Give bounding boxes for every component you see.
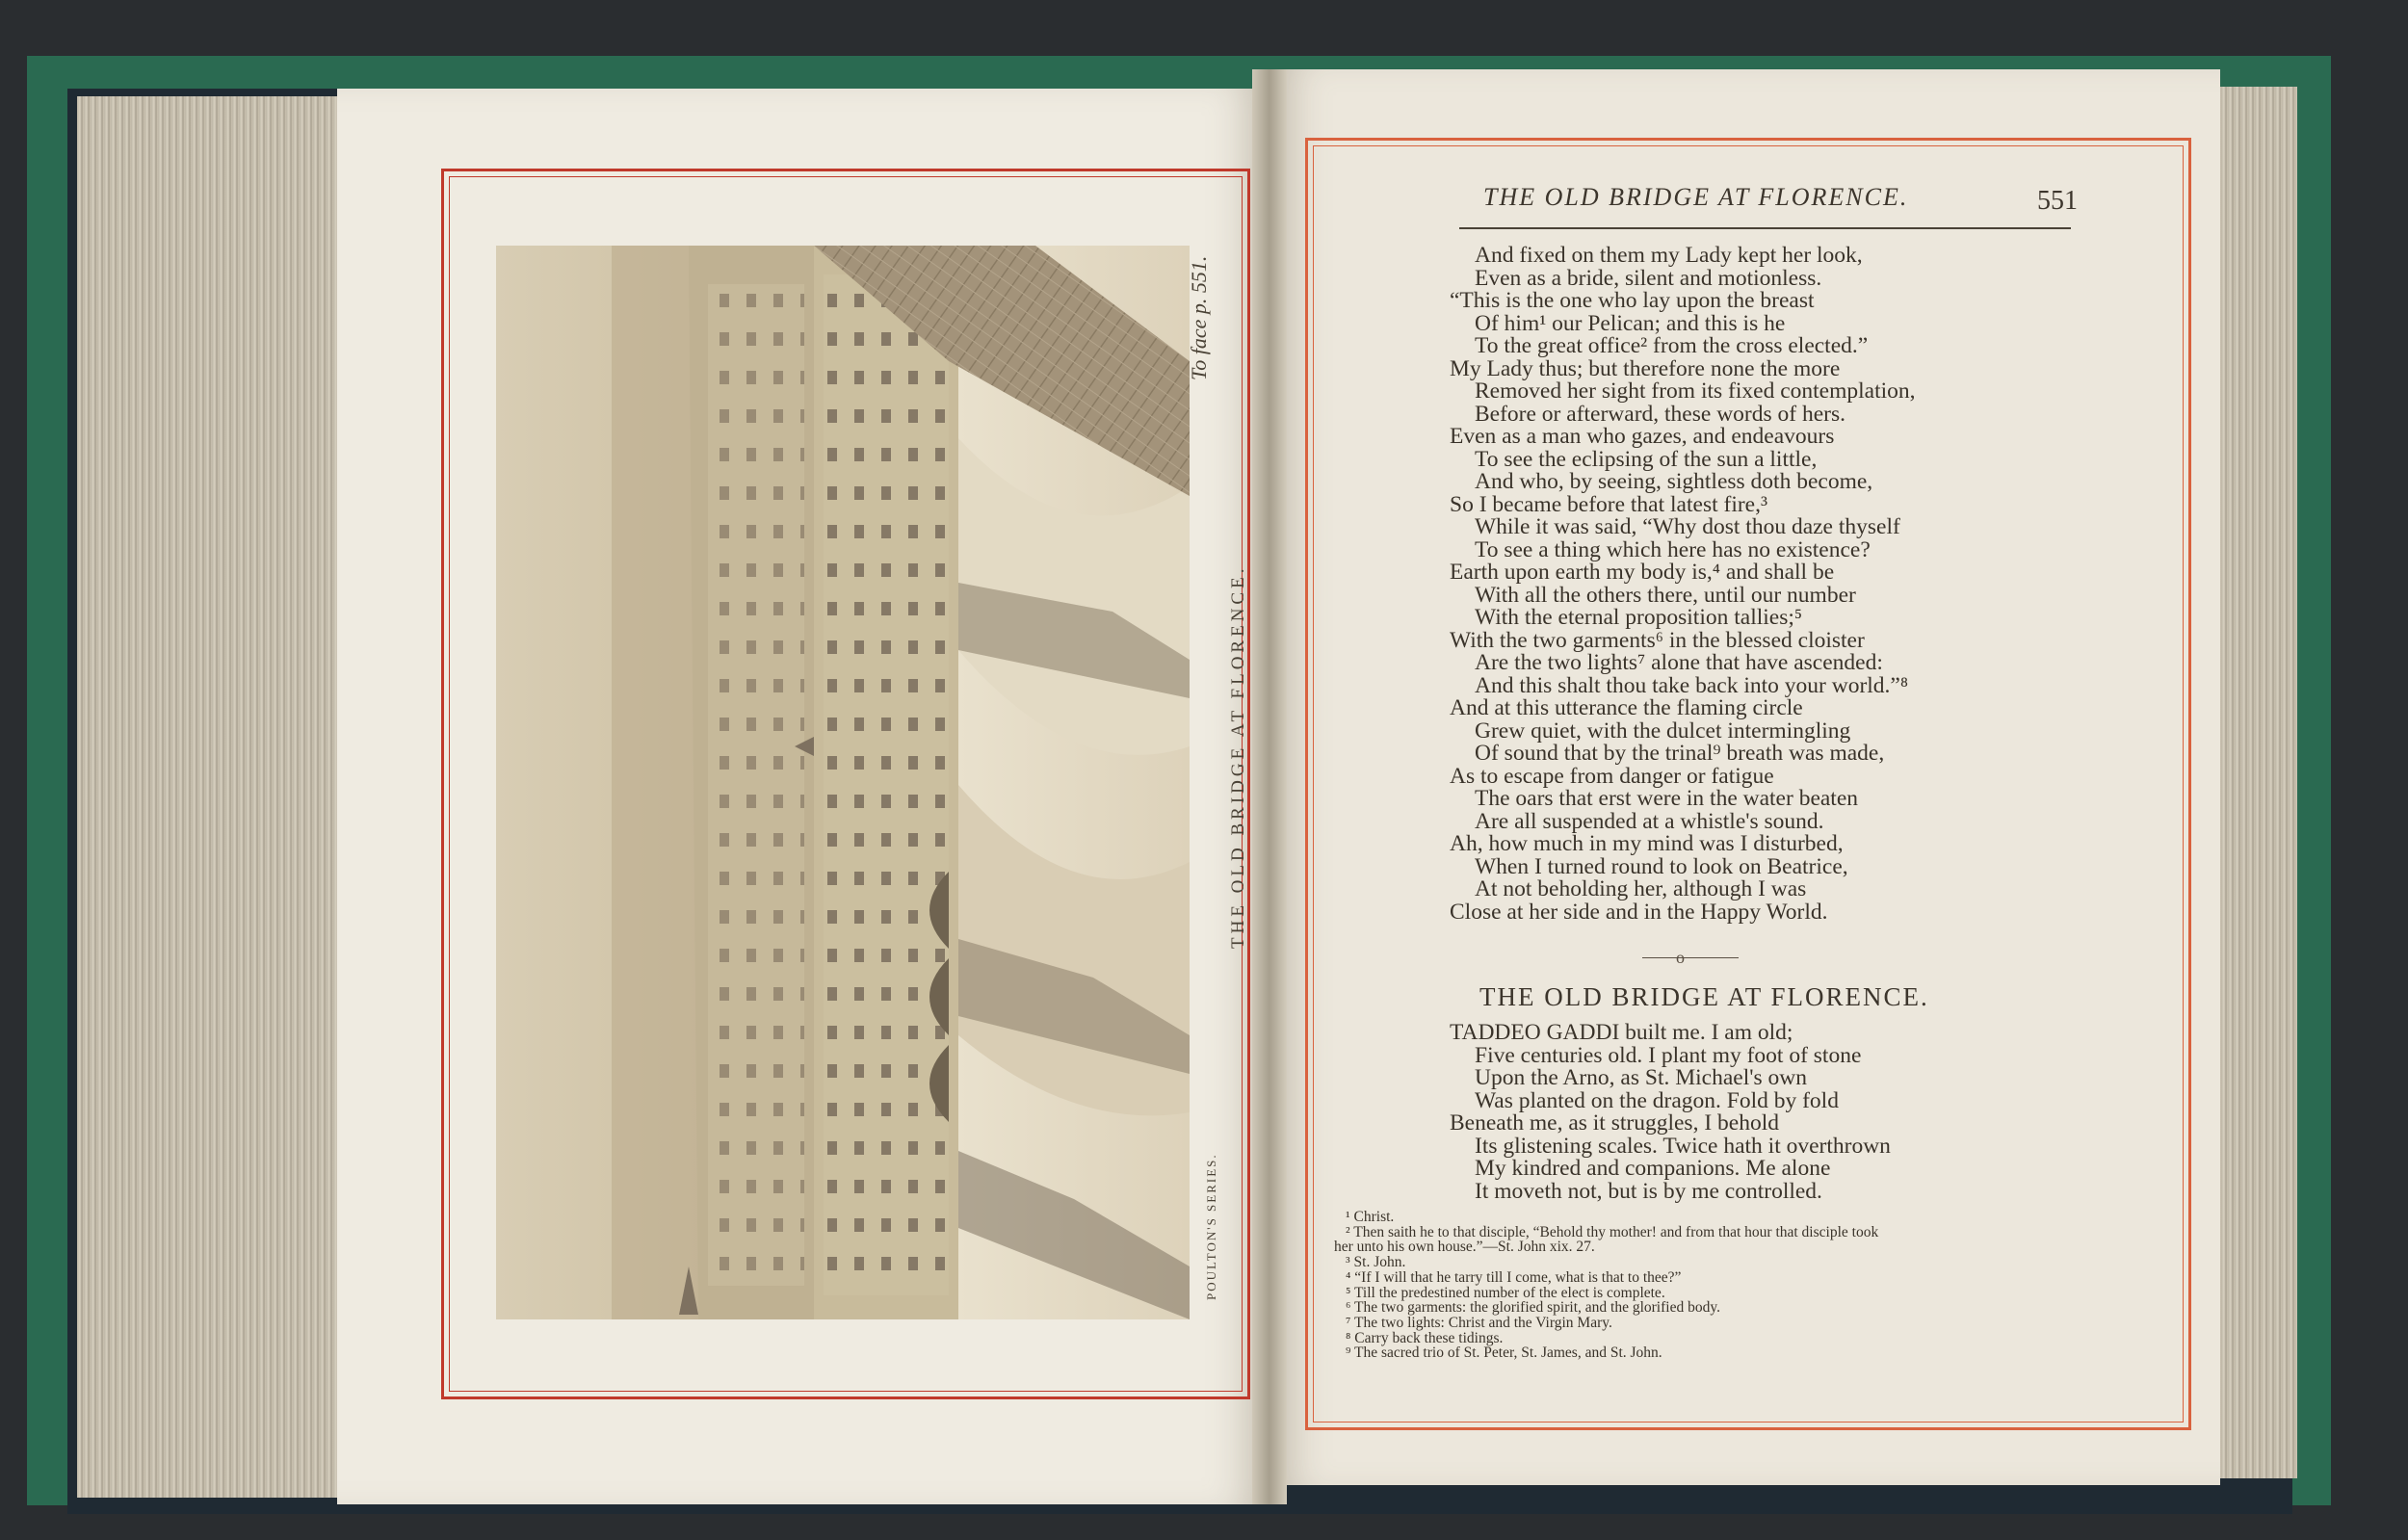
left-page-edges <box>77 96 337 1498</box>
running-head: THE OLD BRIDGE AT FLORENCE. <box>1483 183 1909 211</box>
verse-line: The oars that erst were in the water beaten <box>1475 786 1859 811</box>
poem-title: THE OLD BRIDGE AT FLORENCE. <box>1479 982 1929 1011</box>
verse-line: My Lady thus; but therefore none the more <box>1450 355 1841 381</box>
footnote-line: ¹ Christ. <box>1346 1209 1395 1225</box>
verse-line: And who, by seeing, sightless doth become, <box>1475 469 1873 494</box>
verse-line: Its glistening scales. Twice hath it overthrown <box>1475 1133 1891 1159</box>
book-gutter <box>1252 69 1287 1504</box>
verse-line: To see the eclipsing of the sun a little, <box>1475 446 1818 472</box>
photo-caption: THE OLD BRIDGE AT FLORENCE. <box>1228 564 1248 949</box>
verse-line: Five centuries old. I plant my foot of stone <box>1475 1042 1862 1068</box>
section-divider-line <box>1642 957 1739 958</box>
section-divider-ornament: o <box>1676 948 1685 967</box>
verse-line: Upon the Arno, as St. Michael's own <box>1475 1065 1807 1090</box>
footnote-line: ⁵ Till the predestined number of the elect is complete. <box>1346 1284 1665 1301</box>
verse-line: Was planted on the dragon. Fold by fold <box>1475 1087 1839 1113</box>
verse-line: It moveth not, but is by me controlled. <box>1475 1178 1822 1204</box>
verse-line: With the eternal proposition tallies;⁵ <box>1475 605 1803 630</box>
poem-verse-old-bridge <box>1450 1022 2143 1203</box>
bridge-photograph <box>496 246 1190 1319</box>
footnote-line: ² Then saith he to that disciple, “Behold thy mother! and from that hour that disciple took <box>1346 1223 1879 1240</box>
verse-line: Close at her side and in the Happy World. <box>1450 899 1828 925</box>
verse-line: Before or afterward, these words of hers. <box>1475 401 1845 427</box>
verse-line: TADDEO GADDI built me. I am old; <box>1450 1020 1793 1045</box>
poem-verse-paradiso <box>1450 245 2143 924</box>
footnote-line: ⁹ The sacred trio of St. Peter, St. James, and St. John. <box>1346 1344 1662 1362</box>
face-page-label: To face p. 551. <box>1187 255 1211 380</box>
footnote-line: ⁶ The two garments: the glorified spirit, and the glorified body. <box>1346 1299 1720 1317</box>
verse-line: Grew quiet, with the dulcet intermingling <box>1475 718 1851 744</box>
verse-line: Are the two lights⁷ alone that have ascended: <box>1475 650 1883 675</box>
verse-line: And fixed on them my Lady kept her look, <box>1475 243 1863 268</box>
footnote-line: ³ St. John. <box>1346 1254 1406 1271</box>
verse-line: As to escape from danger or fatigue <box>1450 763 1774 789</box>
verse-line: My kindred and companions. Me alone <box>1475 1156 1831 1181</box>
verse-line: So I became before that latest fire,³ <box>1450 491 1768 517</box>
verse-line: And this shalt thou take back into your world.”⁸ <box>1475 672 1909 698</box>
verse-line: Even as a bride, silent and motionless. <box>1475 265 1822 291</box>
footnotes <box>1334 1210 2172 1361</box>
bridge-photograph-image <box>496 246 1190 1319</box>
series-label: POULTON'S SERIES. <box>1204 1153 1218 1300</box>
verse-line: To the great office² from the cross elected.” <box>1475 333 1869 358</box>
verse-line: Of sound that by the trinal⁹ breath was made, <box>1475 741 1885 766</box>
verse-line: Beneath me, as it struggles, I behold <box>1450 1110 1779 1135</box>
verse-line: To see a thing which here has no existence? <box>1475 536 1871 562</box>
verse-line: Of him¹ our Pelican; and this is he <box>1475 310 1786 336</box>
verse-line: At not beholding her, although I was <box>1475 876 1807 901</box>
verse-line: Ah, how much in my mind was I disturbed, <box>1450 831 1844 856</box>
footnote-line: ⁸ Carry back these tidings. <box>1346 1329 1504 1346</box>
footnote-line: her unto his own house.”—St. John xix. 27. <box>1334 1239 1595 1256</box>
footnote-line: ⁷ The two lights: Christ and the Virgin Mary. <box>1346 1314 1612 1331</box>
verse-line: Are all suspended at a whistle's sound. <box>1475 808 1824 834</box>
verse-line: With all the others there, until our number <box>1475 582 1856 608</box>
verse-line: Removed her sight from its fixed contemplation, <box>1475 378 1916 404</box>
verse-line: With the two garments⁶ in the blessed cloister <box>1450 627 1865 653</box>
header-rule <box>1459 227 2071 229</box>
verse-line: When I turned round to look on Beatrice, <box>1475 853 1848 879</box>
verse-line: “This is the one who lay upon the breast <box>1450 288 1815 313</box>
page-number: 551 <box>2037 186 2078 216</box>
footnote-line: ⁴ “If I will that he tarry till I come, what is that to thee?” <box>1346 1268 1682 1286</box>
verse-line: And at this utterance the flaming circle <box>1450 695 1803 720</box>
verse-line: Earth upon earth my body is,⁴ and shall be <box>1450 560 1835 585</box>
verse-line: While it was said, “Why dost thou daze thyself <box>1475 514 1900 539</box>
verse-line: Even as a man who gazes, and endeavours <box>1450 424 1835 449</box>
